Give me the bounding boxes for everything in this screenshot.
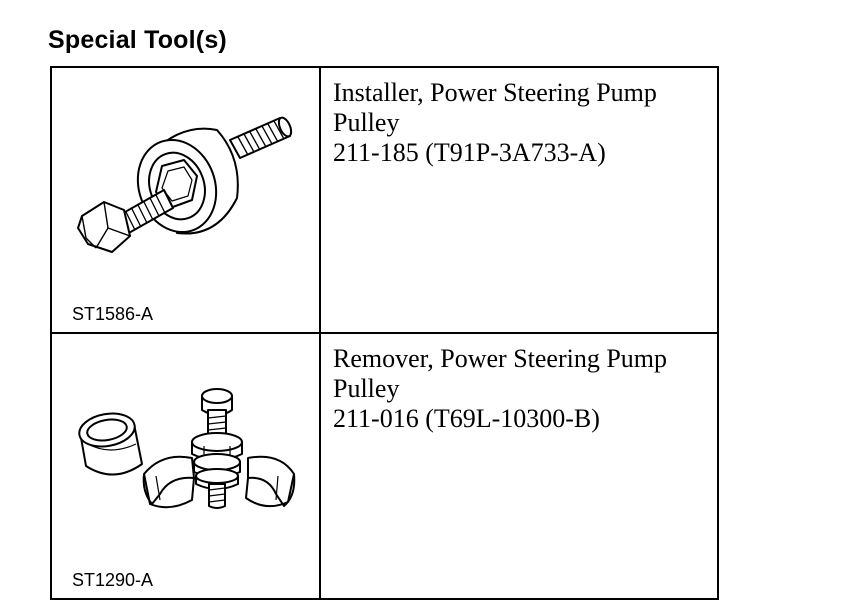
table-row [51, 333, 718, 599]
tool-name-line: Remover, Power Steering Pump [333, 344, 668, 373]
pulley-remover-tool-icon [52, 334, 319, 588]
page-title: Special Tool(s) [48, 26, 227, 54]
tool-name-line: Installer, Power Steering Pump [333, 78, 657, 107]
figure-id-label: ST1586-A [72, 304, 154, 324]
tool-part-number: 211-016 (T69L-10300-B) [333, 404, 600, 433]
tool-image-cell [51, 333, 320, 599]
tool-name-line-continued: Pulley [333, 374, 400, 403]
tool-part-number: 211-185 (T91P-3A733-A) [333, 138, 606, 167]
table-row [51, 67, 718, 333]
pulley-installer-tool-icon [52, 68, 319, 322]
figure-id-label: ST1290-A [72, 570, 154, 590]
tool-image-cell [51, 67, 320, 333]
tool-name-line-continued: Pulley [333, 108, 400, 137]
tool-description-cell [320, 333, 718, 599]
tool-description-cell [320, 67, 718, 333]
special-tools-table [50, 66, 719, 600]
